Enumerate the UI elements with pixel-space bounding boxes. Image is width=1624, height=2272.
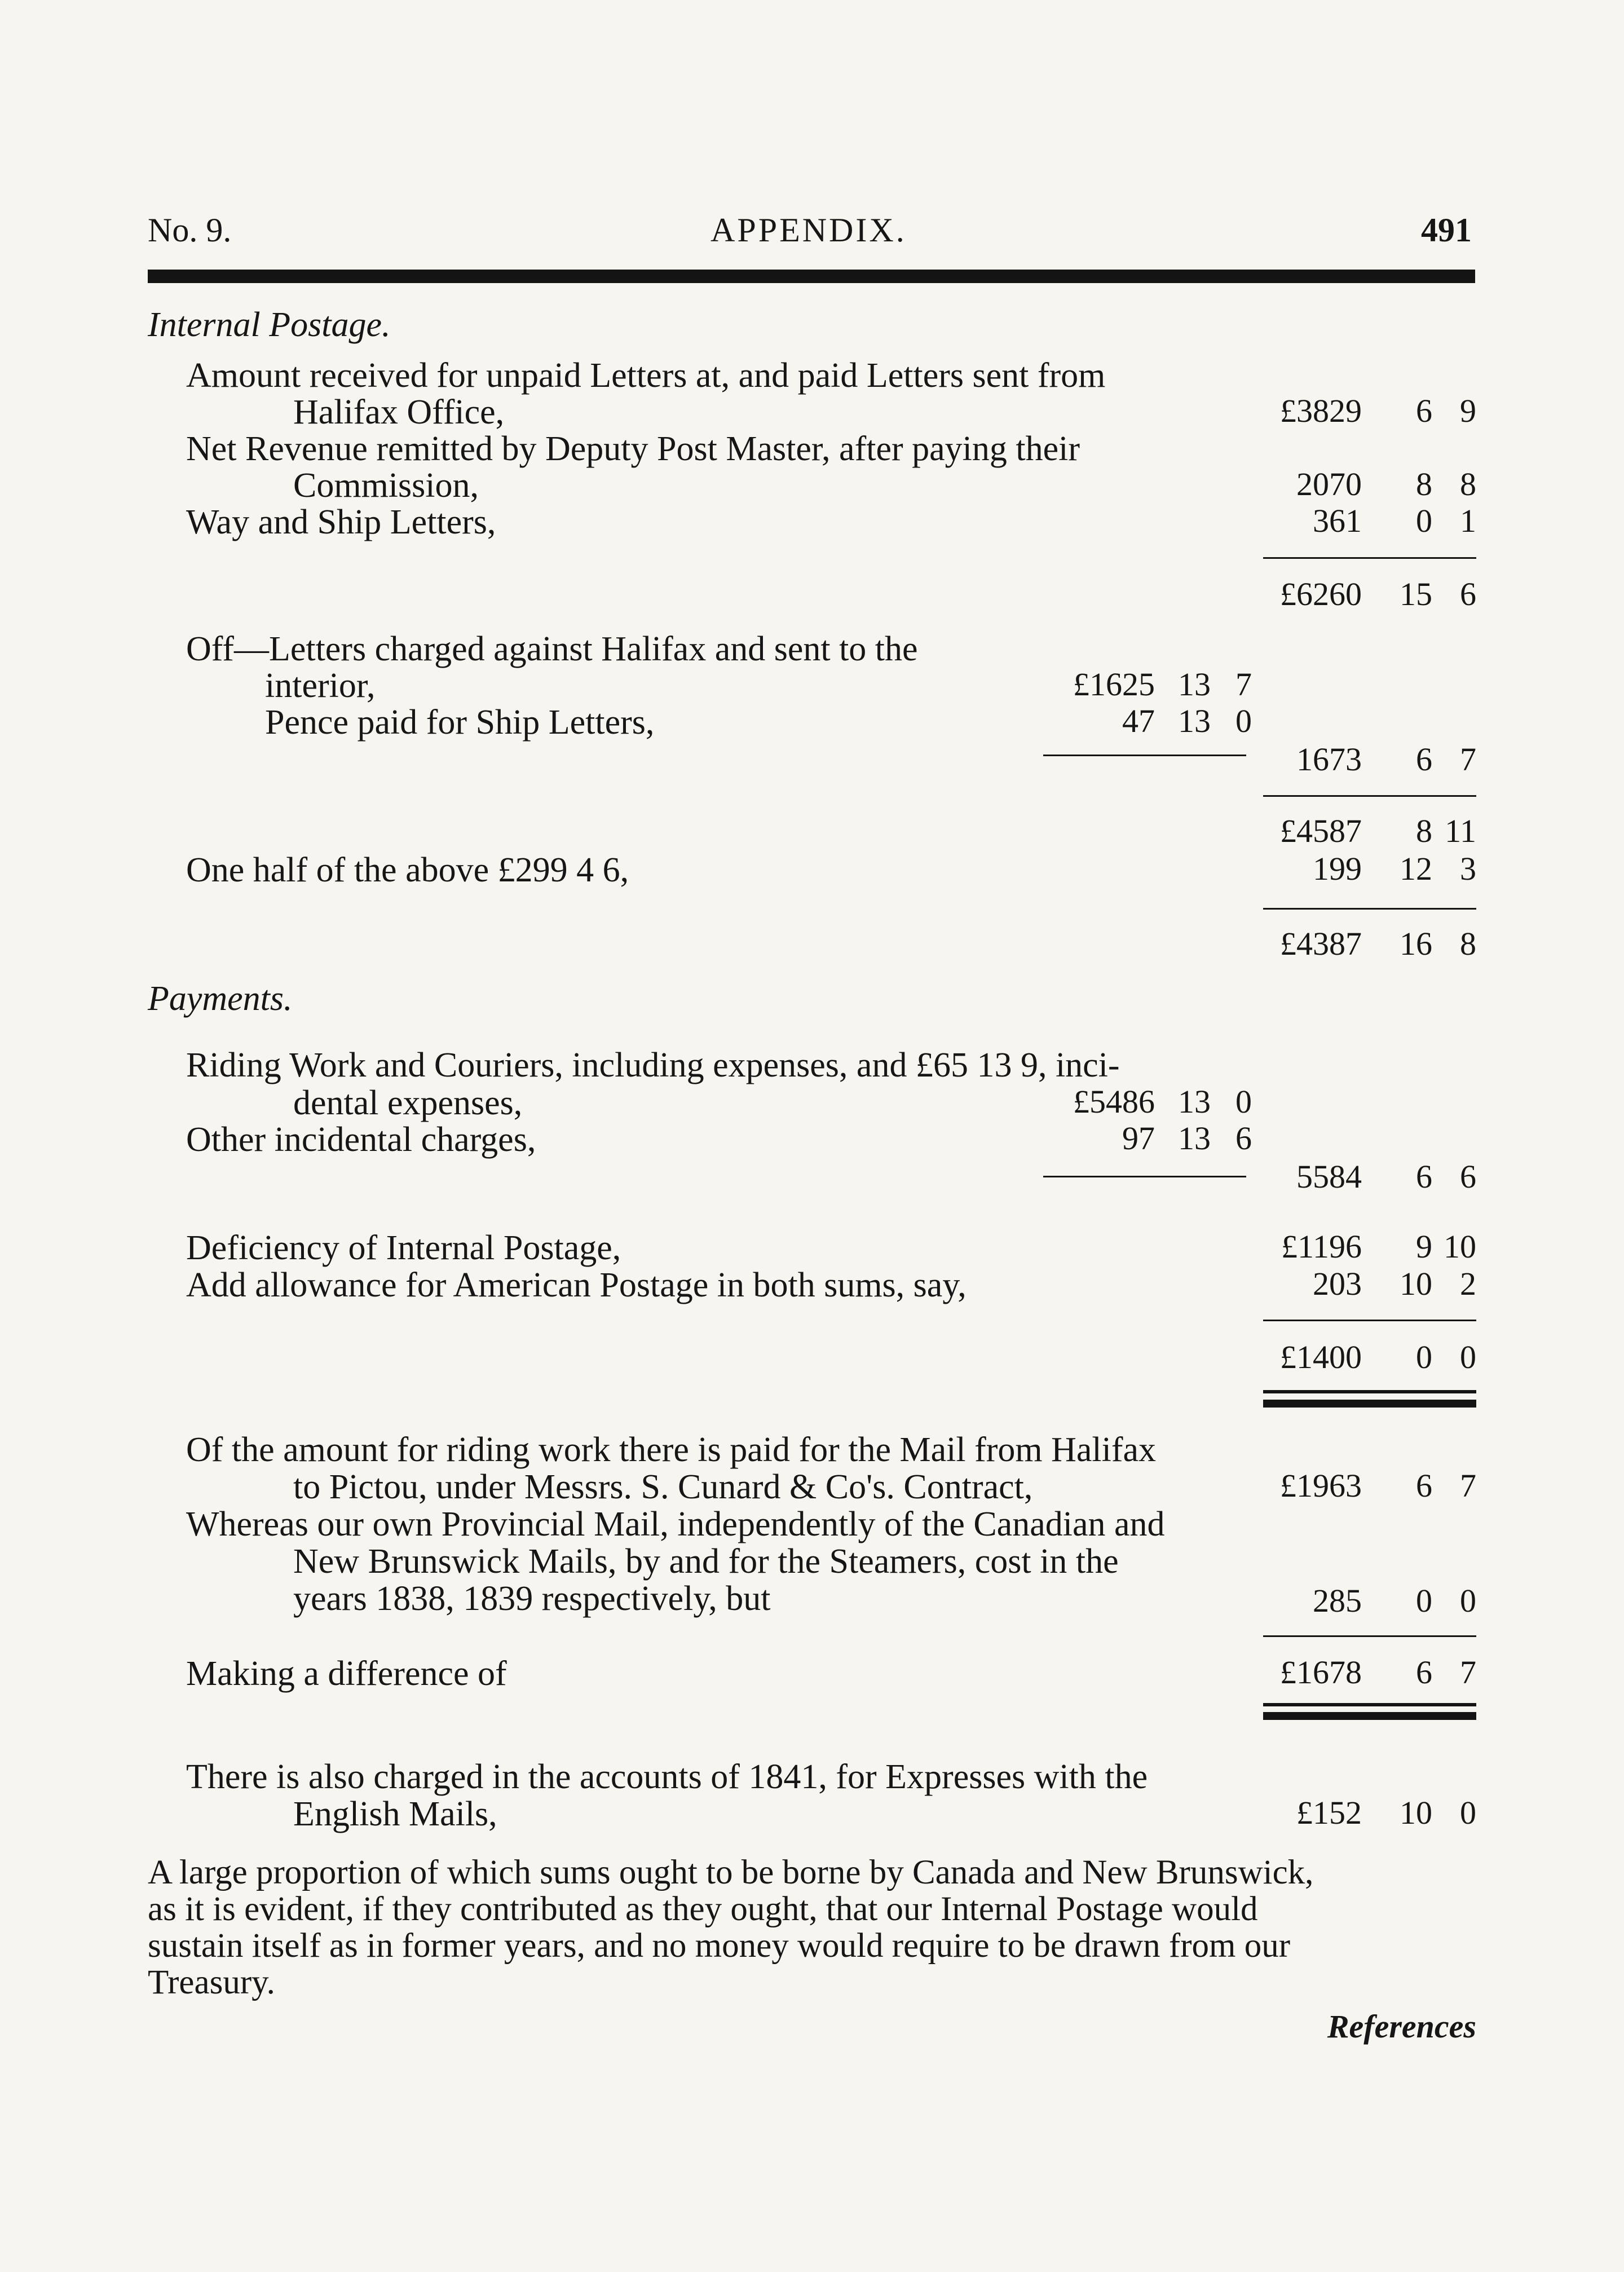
ip-line3: Way and Ship Letters,: [186, 503, 496, 541]
ip-amt1-shillings: 6: [1416, 392, 1432, 429]
off-amt1-shillings: 13: [1178, 666, 1211, 703]
rule: [1043, 755, 1246, 756]
pay-total-pounds: 5584: [1296, 1158, 1362, 1195]
ip-total1-pence: 6: [1460, 576, 1476, 612]
riding-line4: New Brunswick Mails, by and for the Steamers, cost in the: [293, 1542, 1119, 1581]
ip-amt1-pence: 9: [1460, 392, 1476, 429]
expresses-shillings: 10: [1400, 1794, 1432, 1831]
riding-line2: to Pictou, under Messrs. S. Cunard & Co's. Contract,: [293, 1468, 1033, 1506]
deficiency-pounds: £1196: [1281, 1228, 1362, 1265]
riding-line3: Whereas our own Provincial Mail, independently of the Canadian and: [186, 1505, 1165, 1543]
ip-amt2-shillings: 8: [1416, 466, 1432, 502]
riding-amt2-shillings: 0: [1416, 1582, 1432, 1619]
closing-line3: sustain itself as in former years, and no money would require to be drawn from our: [148, 1927, 1291, 1965]
riding-amt2-pence: 0: [1460, 1582, 1476, 1619]
riding-line5: years 1838, 1839 respectively, but: [293, 1580, 771, 1618]
double-rule-bottom: [1263, 1712, 1476, 1720]
rule: [1043, 1176, 1246, 1177]
ip-total1-shillings: 15: [1400, 576, 1432, 612]
pay-total-shillings: 6: [1416, 1158, 1432, 1195]
pay-amt2-shillings: 13: [1178, 1120, 1211, 1157]
pay-amt1-shillings: 13: [1178, 1083, 1211, 1120]
ip-total2-pounds: £4587: [1280, 813, 1362, 849]
closing-line2: as it is evident, if they contributed as they ought, that our Internal Postage would: [148, 1890, 1258, 1928]
half-amt-pence: 3: [1460, 850, 1476, 887]
riding-amt1-pounds: £1963: [1280, 1467, 1362, 1504]
off-line2: interior,: [265, 667, 376, 705]
off-line3: Pence paid for Ship Letters,: [265, 703, 655, 742]
diff-pence: 7: [1460, 1654, 1476, 1691]
grand-total-pounds: £1400: [1280, 1339, 1362, 1375]
header-title: APPENDIX.: [710, 211, 907, 249]
closing-line4: Treasury.: [148, 1964, 275, 2001]
half-amt-shillings: 12: [1400, 850, 1432, 887]
riding-amt1-shillings: 6: [1416, 1467, 1432, 1504]
ip-total3-pence: 8: [1460, 925, 1476, 962]
ip-total1-pounds: £6260: [1280, 576, 1362, 612]
deficiency-line: Deficiency of Internal Postage,: [186, 1229, 621, 1267]
pay-line2: Other incidental charges,: [186, 1120, 536, 1159]
off-total-pounds: 1673: [1296, 741, 1362, 778]
ip-total3-shillings: 16: [1400, 925, 1432, 962]
off-amt2-pence: 0: [1235, 703, 1252, 739]
rule: [1263, 557, 1476, 559]
off-amt2-shillings: 13: [1178, 703, 1211, 739]
pay-amt1-pence: 0: [1235, 1083, 1252, 1120]
pay-line1a: Riding Work and Couriers, including expenses, and £65 13 9, inci-: [186, 1046, 1120, 1084]
expresses-pounds: £152: [1296, 1794, 1362, 1831]
expresses-line2: English Mails,: [293, 1795, 497, 1833]
off-amt2-pounds: 47: [1122, 703, 1155, 739]
ip-amt2-pounds: 2070: [1296, 466, 1362, 502]
pay-line1b: dental expenses,: [293, 1084, 523, 1122]
riding-amt1-pence: 7: [1460, 1467, 1476, 1504]
ip-line1b: Halifax Office,: [293, 393, 505, 431]
diff-shillings: 6: [1416, 1654, 1432, 1691]
expresses-pence: 0: [1460, 1794, 1476, 1831]
half-amt-pounds: 199: [1313, 850, 1362, 887]
pay-amt2-pence: 6: [1235, 1120, 1252, 1157]
ip-total2-shillings: 8: [1416, 813, 1432, 849]
double-rule-top: [1263, 1703, 1476, 1706]
pay-amt1-pounds: £5486: [1073, 1083, 1155, 1120]
off-amt1-pounds: £1625: [1073, 666, 1155, 703]
riding-line1: Of the amount for riding work there is paid for the Mail from Halifax: [186, 1431, 1157, 1469]
pay-total-pence: 6: [1460, 1158, 1476, 1195]
american-pence: 2: [1460, 1265, 1476, 1302]
closing-line1: A large proportion of which sums ought to be borne by Canada and New Brunswick,: [148, 1854, 1314, 1891]
deficiency-pence: 10: [1444, 1228, 1476, 1265]
double-rule-top: [1263, 1390, 1476, 1393]
grand-total-shillings: 0: [1416, 1339, 1432, 1375]
off-total-pence: 7: [1460, 741, 1476, 778]
ip-line2a: Net Revenue remitted by Deputy Post Master, after paying their: [186, 430, 1080, 468]
page-number: 491: [1421, 211, 1472, 249]
ip-amt1-pounds: £3829: [1280, 392, 1362, 429]
diff-line: Making a difference of: [186, 1655, 507, 1693]
ip-total2-pence: 11: [1445, 813, 1476, 849]
pay-amt2-pounds: 97: [1122, 1120, 1155, 1157]
american-pounds: 203: [1313, 1265, 1362, 1302]
rule: [1263, 1635, 1476, 1637]
diff-pounds: £1678: [1280, 1654, 1362, 1691]
expresses-line1: There is also charged in the accounts of 1841, for Expresses with the: [186, 1758, 1148, 1796]
header-rule: [148, 270, 1475, 283]
half-line: One half of the above £299 4 6,: [186, 851, 629, 889]
riding-amt2-pounds: 285: [1313, 1582, 1362, 1619]
ip-total3-pounds: £4387: [1280, 925, 1362, 962]
off-amt1-pence: 7: [1235, 666, 1252, 703]
ip-amt3-pence: 1: [1460, 502, 1476, 539]
off-line1: Off—Letters charged against Halifax and sent to the: [186, 630, 918, 668]
grand-total-pence: 0: [1460, 1339, 1476, 1375]
ip-amt3-shillings: 0: [1416, 502, 1432, 539]
american-shillings: 10: [1400, 1265, 1432, 1302]
double-rule-bottom: [1263, 1400, 1476, 1408]
rule: [1263, 1320, 1476, 1321]
off-total-shillings: 6: [1416, 741, 1432, 778]
section-heading-internal-postage: Internal Postage.: [148, 306, 391, 344]
ip-line1a: Amount received for unpaid Letters at, and paid Letters sent from: [186, 356, 1106, 395]
deficiency-shillings: 9: [1416, 1228, 1432, 1265]
ip-amt2-pence: 8: [1460, 466, 1476, 502]
rule: [1263, 908, 1476, 910]
american-line: Add allowance for American Postage in both sums, say,: [186, 1266, 967, 1304]
catchword: References: [1327, 2008, 1476, 2045]
ip-amt3-pounds: 361: [1313, 502, 1362, 539]
ip-line2b: Commission,: [293, 466, 479, 505]
rule: [1263, 795, 1476, 797]
header-left: No. 9.: [148, 211, 232, 249]
section-heading-payments: Payments.: [148, 980, 293, 1018]
